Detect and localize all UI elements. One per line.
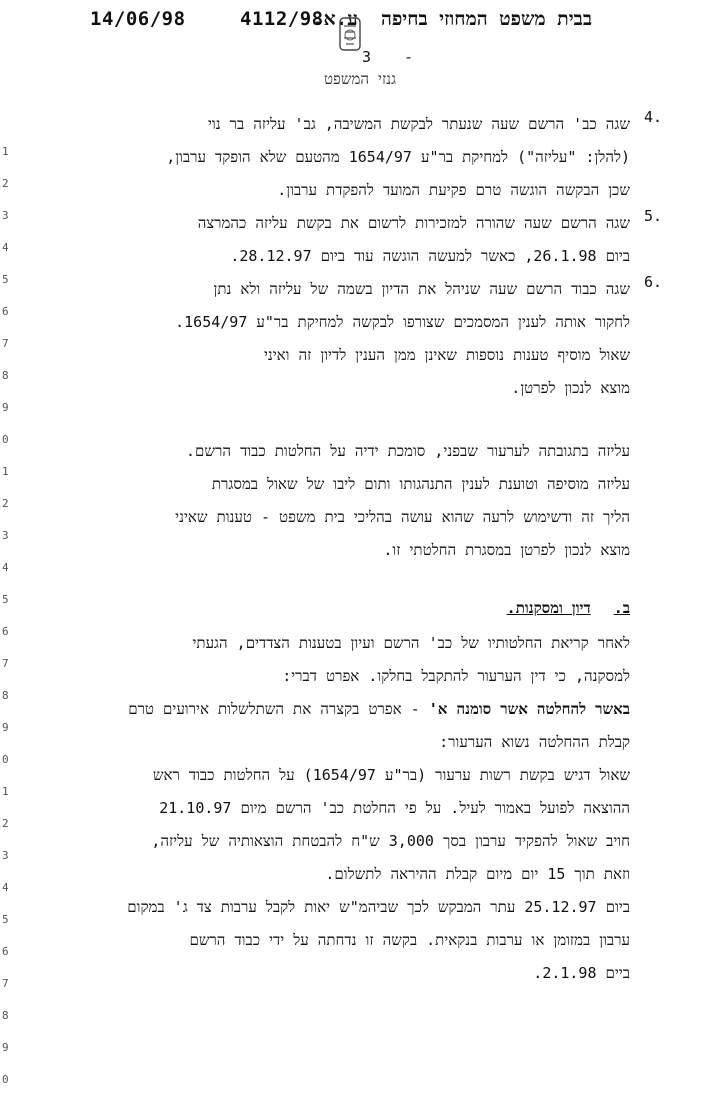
margin-line-number: 1 [2, 145, 9, 158]
text-line: שאול דגיש בקשת רשות ערעור (בר"ע 1654/97) על החלטות כבוד ראש [152, 766, 630, 784]
margin-line-number: 8 [2, 689, 9, 702]
text-line: הליך זה ודשימוש לרעה שהוא עושה בהליכי בית משפט - טענות שאיני [175, 508, 630, 526]
margin-line-number: 7 [2, 337, 9, 350]
text-line: מוצא לנכון לפרטן. [511, 379, 630, 397]
margin-line-number: 6 [2, 625, 9, 638]
margin-line-number: 5 [2, 273, 9, 286]
text-line: עליזה מוסיפה וטוענת לענין התנהגותו ותום ליבו של שאול במסגרת [211, 475, 630, 493]
court-name: בבית משפט המחוזי בחיפה [381, 8, 592, 30]
margin-line-number: 3 [2, 529, 9, 542]
margin-line-number: 1 [2, 465, 9, 478]
item-number: .5 [643, 207, 662, 225]
appeal-item [40, 207, 662, 273]
text-line: (להלן: "עליזה") למחיקת בר"ע 1654/97 מהטעם שלא הופקד ערבון, [166, 148, 630, 166]
text-line: למסקנה, כי דין הערעור להתקבל בחלקו. אפרט דברי: [282, 667, 630, 685]
margin-line-number: 3 [2, 209, 9, 222]
spacer [40, 405, 630, 435]
text-line: מוצא לנכון לפרטן במסגרת החלטתי זו. [383, 541, 630, 559]
text-line [40, 693, 630, 726]
court-seal-icon [336, 16, 364, 56]
margin-line-number: 5 [2, 913, 9, 926]
margin-line-number: 4 [2, 881, 9, 894]
section-mark: ב. [613, 599, 630, 617]
text-line: שכן הבקשה הוגשה טרם פקיעת המועד להפקדת ערבון. [277, 181, 630, 199]
text-line: ביום 26.1.98, כאשר למעשה הוגשה עוד ביום 28.12.97. [230, 247, 630, 265]
item-number: .4 [643, 108, 662, 126]
margin-line-number: 6 [2, 945, 9, 958]
text-line: לחקור אותה לענין המסמכים שצורפו לבקשה למחיקת בר"ע 1654/97. [175, 313, 630, 331]
margin-line-number: 6 [2, 305, 9, 318]
margin-line-number: 8 [2, 369, 9, 382]
decision-a-lead: באשר להחלטה אשר סומנה א' [428, 700, 630, 718]
text-line: חויב שאול להפקיד ערבון בסך 3,000 ש"ח להבטחת הוצאותיה של עליזה, [151, 832, 630, 850]
case-type: ע.א. [312, 8, 358, 30]
text-line: קבלת ההחלטה נשוא הערעור: [439, 733, 630, 751]
margin-line-number: 9 [2, 401, 9, 414]
section-title: דיון ומסקנות. [506, 599, 591, 617]
margin-line-number: 5 [2, 593, 9, 606]
decision-a-rest: - אפרט בקצרה את השתלשלות אירועים טרם [128, 700, 429, 718]
margin-line-number: 9 [2, 721, 9, 734]
margin-line-number: 2 [2, 177, 9, 190]
page-dash: - [404, 48, 414, 66]
margin-line-number: 7 [2, 657, 9, 670]
document-body [40, 108, 662, 990]
discussion-paragraph [40, 627, 630, 759]
text-line: שגה כבוד הרשם שעה שניהל את הדיון בשמה של עליזה ולא נתן [213, 280, 630, 298]
margin-line-number: 8 [2, 1009, 9, 1022]
margin-line-number: 2 [2, 817, 9, 830]
margin-line-number: 9 [2, 1041, 9, 1054]
margin-line-number: 1 [2, 785, 9, 798]
margin-line-number: 4 [2, 241, 9, 254]
text-line: שגה הרשם שעה שהורה למזכירות לרשום את בקשת עליזה כהמרצה [197, 214, 630, 232]
margin-line-number: 2 [2, 497, 9, 510]
margin-line-number: 3 [2, 849, 9, 862]
appeal-item [40, 273, 662, 405]
text-line: ביים 2.1.98. [533, 964, 630, 982]
text-line: ההוצאה לפועל באמור לעיל. על פי החלטת כב' הרשם מיום 21.10.97 [159, 799, 630, 817]
margin-line-number: 0 [2, 433, 9, 446]
text-line: שאול מוסיף טענות נוספות שאינן ממן הענין לדיון זה ואיני [263, 346, 630, 364]
text-line: ביום 25.12.97 עתר המבקש לכך שביהמ"ש יאות לקבל ערבות צד ג' במקום [127, 898, 630, 916]
margin-line-number: 4 [2, 561, 9, 574]
margin-line-number: 0 [2, 1073, 9, 1086]
page-number: 3 [362, 48, 372, 66]
appeal-item [40, 108, 662, 207]
text-line: וזאת תוך 15 יום מיום קבלת ההיראה לתשלום. [325, 865, 630, 883]
item-number: .6 [643, 273, 662, 291]
margin-line-number: 7 [2, 977, 9, 990]
text-line: לאחר קריאת החלטותיו של כב' הרשם ועיון בטענות הצדדים, הגעתי [192, 634, 630, 652]
margin-line-number: 0 [2, 753, 9, 766]
text-line: ערבון במזומן או ערבות בנקאית. בקשה זו נדחתה על ידי כבוד הרשם [189, 931, 630, 949]
case-number: 4112/98 [240, 8, 324, 30]
facts-paragraph [40, 759, 630, 990]
court-stamp-text: גנזי המשפט [323, 70, 397, 88]
header-date: 14/06/98 [90, 8, 186, 30]
section-heading [40, 593, 630, 623]
response-paragraph [40, 435, 630, 567]
text-line: שגה כב' הרשם שעה שנעתר לבקשת המשיבה, גב' עליזה בר נוי [207, 115, 630, 133]
text-line: עליזה בתגובתה לערעור שבפני, סומכת ידיה על החלטות כבוד הרשם. [186, 442, 630, 460]
